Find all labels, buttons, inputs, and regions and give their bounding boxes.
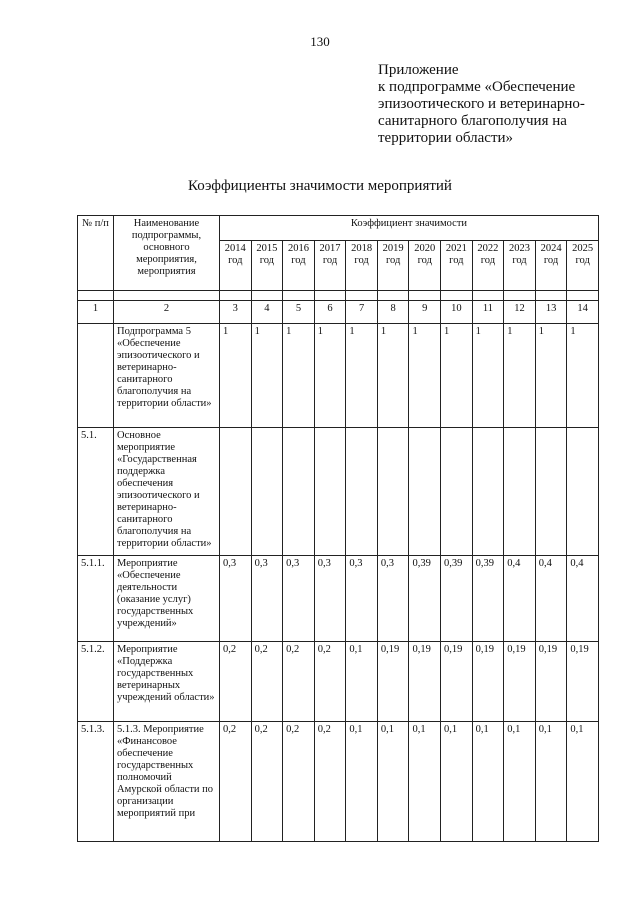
coefficient-value: 0,2 bbox=[251, 722, 283, 842]
column-number: 14 bbox=[567, 301, 599, 324]
header-year: 2019 год bbox=[377, 241, 409, 291]
coefficient-value: 1 bbox=[504, 324, 536, 428]
row-number: 5.1.1. bbox=[78, 556, 114, 642]
coefficient-value bbox=[567, 428, 599, 556]
coefficient-value: 0,3 bbox=[220, 556, 252, 642]
column-number: 4 bbox=[251, 301, 283, 324]
appendix-line: к подпрограмме «Обеспечение bbox=[378, 79, 576, 95]
column-number: 12 bbox=[504, 301, 536, 324]
column-number: 11 bbox=[472, 301, 504, 324]
coefficient-value: 0,2 bbox=[220, 642, 252, 722]
coefficient-value: 0,19 bbox=[472, 642, 504, 722]
coefficient-value: 1 bbox=[441, 324, 473, 428]
document-title: Коэффициенты значимости мероприятий bbox=[188, 178, 452, 194]
coefficient-value bbox=[504, 428, 536, 556]
column-number: 5 bbox=[283, 301, 315, 324]
coefficient-value: 0,19 bbox=[504, 642, 536, 722]
coefficient-value bbox=[251, 428, 283, 556]
coefficient-value: 0,39 bbox=[409, 556, 441, 642]
appendix-note bbox=[378, 62, 628, 147]
coefficient-value: 1 bbox=[314, 324, 346, 428]
coefficient-value bbox=[441, 428, 473, 556]
header-year: 2017 год bbox=[314, 241, 346, 291]
coefficient-value bbox=[346, 428, 378, 556]
coefficient-value: 0,3 bbox=[377, 556, 409, 642]
table-row bbox=[78, 556, 599, 642]
column-number: 7 bbox=[346, 301, 378, 324]
row-number bbox=[78, 324, 114, 428]
coefficient-value: 0,1 bbox=[504, 722, 536, 842]
coefficient-value: 0,2 bbox=[314, 642, 346, 722]
coefficient-value: 0,19 bbox=[567, 642, 599, 722]
coefficient-value: 0,1 bbox=[567, 722, 599, 842]
coefficient-value: 0,1 bbox=[409, 722, 441, 842]
row-name: Мероприятие «Обеспечение деятельности (оказание услуг) государственных учреждений» bbox=[114, 556, 220, 642]
column-number: 13 bbox=[535, 301, 567, 324]
header-year: 2016 год bbox=[283, 241, 315, 291]
coefficient-value: 0,19 bbox=[535, 642, 567, 722]
coefficient-value bbox=[220, 428, 252, 556]
coefficient-value: 0,1 bbox=[535, 722, 567, 842]
header-year: 2021 год bbox=[441, 241, 473, 291]
coefficient-value: 0,2 bbox=[314, 722, 346, 842]
coefficient-value: 0,1 bbox=[472, 722, 504, 842]
coefficients-table bbox=[77, 215, 599, 842]
appendix-line: эпизоотического и ветеринарно- bbox=[378, 96, 585, 112]
coefficient-value: 1 bbox=[472, 324, 504, 428]
coefficient-value: 0,1 bbox=[377, 722, 409, 842]
coefficient-value: 0,3 bbox=[283, 556, 315, 642]
coefficient-value: 1 bbox=[409, 324, 441, 428]
column-number: 8 bbox=[377, 301, 409, 324]
row-name: 5.1.3. Мероприятие «Финансовое обеспечение государственных полномочий Амурской области по организации мероприятий при bbox=[114, 722, 220, 842]
row-number: 5.1. bbox=[78, 428, 114, 556]
header-year: 2020 год bbox=[409, 241, 441, 291]
coefficient-value bbox=[472, 428, 504, 556]
coefficient-value: 0,4 bbox=[504, 556, 536, 642]
coefficient-value: 0,3 bbox=[346, 556, 378, 642]
appendix-line: санитарного благополучия на bbox=[378, 113, 567, 129]
row-name: Мероприятие «Поддержка государственных ветеринарных учреждений области» bbox=[114, 642, 220, 722]
coefficient-value: 1 bbox=[346, 324, 378, 428]
coefficient-value: 0,1 bbox=[346, 642, 378, 722]
column-number: 1 bbox=[78, 301, 114, 324]
header-year: 2023 год bbox=[504, 241, 536, 291]
coefficient-value: 0,19 bbox=[377, 642, 409, 722]
coefficient-value: 0,4 bbox=[535, 556, 567, 642]
coefficient-value: 0,19 bbox=[441, 642, 473, 722]
coefficient-value: 0,19 bbox=[409, 642, 441, 722]
coefficient-value bbox=[314, 428, 346, 556]
row-number: 5.1.2. bbox=[78, 642, 114, 722]
coefficient-value bbox=[377, 428, 409, 556]
column-number: 10 bbox=[441, 301, 473, 324]
appendix-line: территории области» bbox=[378, 130, 514, 146]
coefficient-value bbox=[535, 428, 567, 556]
coefficient-value: 1 bbox=[567, 324, 599, 428]
page-number: 130 bbox=[310, 34, 330, 49]
coefficient-value: 0,4 bbox=[567, 556, 599, 642]
coefficient-value: 0,2 bbox=[283, 722, 315, 842]
table-row bbox=[78, 324, 599, 428]
coefficient-value bbox=[283, 428, 315, 556]
header-num: № п/п bbox=[78, 216, 114, 291]
table-row bbox=[78, 428, 599, 556]
table-row bbox=[78, 642, 599, 722]
header-year: 2015 год bbox=[251, 241, 283, 291]
coefficient-value: 0,39 bbox=[441, 556, 473, 642]
header-name: Наименование подпрограммы, основного мероприятия, мероприятия bbox=[114, 216, 220, 291]
header-year: 2018 год bbox=[346, 241, 378, 291]
coefficient-value: 0,2 bbox=[220, 722, 252, 842]
header-year: 2024 год bbox=[535, 241, 567, 291]
column-number: 3 bbox=[220, 301, 252, 324]
coefficient-value: 0,1 bbox=[346, 722, 378, 842]
row-number: 5.1.3. bbox=[78, 722, 114, 842]
coefficient-value: 1 bbox=[283, 324, 315, 428]
header-year: 2025 год bbox=[567, 241, 599, 291]
coefficient-value: 1 bbox=[535, 324, 567, 428]
header-coefficient: Коэффициент значимости bbox=[220, 216, 599, 241]
column-number: 2 bbox=[114, 301, 220, 324]
coefficient-value: 0,1 bbox=[441, 722, 473, 842]
table-row bbox=[78, 722, 599, 842]
header-year: 2014 год bbox=[220, 241, 252, 291]
coefficient-value: 0,3 bbox=[251, 556, 283, 642]
coefficient-value: 1 bbox=[377, 324, 409, 428]
coefficient-value: 0,2 bbox=[251, 642, 283, 722]
header-year: 2022 год bbox=[472, 241, 504, 291]
row-name: Подпрограмма 5 «Обеспечение эпизоотического и ветеринарно-санитарного благополучия на территории области» bbox=[114, 324, 220, 428]
coefficient-value: 0,3 bbox=[314, 556, 346, 642]
column-number: 9 bbox=[409, 301, 441, 324]
row-name: Основное мероприятие «Государственная поддержка обеспечения эпизоотического и ветеринарно-санитарного благополучия на территории области» bbox=[114, 428, 220, 556]
coefficient-value: 0,39 bbox=[472, 556, 504, 642]
coefficient-value: 1 bbox=[251, 324, 283, 428]
coefficient-value bbox=[409, 428, 441, 556]
appendix-line: Приложение bbox=[378, 62, 459, 78]
coefficient-value: 1 bbox=[220, 324, 252, 428]
column-number: 6 bbox=[314, 301, 346, 324]
coefficient-value: 0,2 bbox=[283, 642, 315, 722]
